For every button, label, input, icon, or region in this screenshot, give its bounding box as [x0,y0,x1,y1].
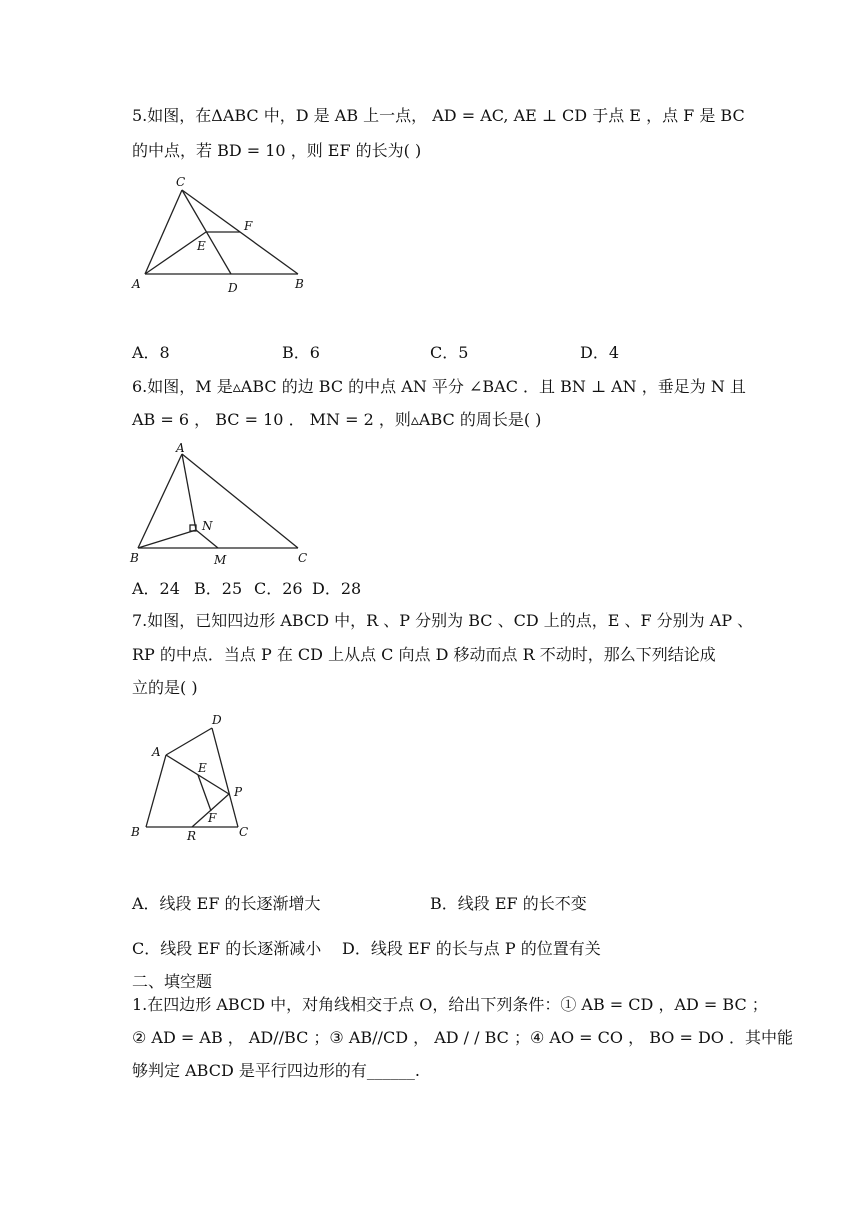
q5-label-f: F [244,219,253,233]
q7-figure [128,708,268,848]
q5-label-a: A [132,277,141,291]
q5-option-c[interactable]: C．5 [430,343,469,362]
q5-label-e: E [197,239,206,253]
q5-option-d[interactable]: D．4 [580,343,620,362]
q5-label-c: C [176,175,186,189]
fill-q1-line1: 1.在四边形 ABCD 中，对角线相交于点 O，给出下列条件：① AB = CD ，AD = BC ； [132,995,768,1014]
q7-label-e: E [198,761,207,775]
q7-label-f: F [208,811,217,825]
q7-label-d: D [212,713,222,727]
q6-label-m: M [214,553,227,567]
q6-option-c[interactable]: C．26 [254,579,303,598]
q7-label-r: R [187,829,197,843]
q7-stem-line3: 立的是( ) [132,678,198,697]
q6-stem-line2: AB = 6 ， BC = 10 ． MN = 2 ，则▵ABC 的周长是( ) [132,410,542,429]
q6-option-d[interactable]: D．28 [312,579,362,598]
q6-label-a: A [176,441,185,455]
q5-label-d: D [228,281,238,295]
q7-label-a: A [152,745,161,759]
q6-label-c: C [298,551,308,565]
q7-option-a[interactable]: A．线段 EF 的长逐渐增大 [132,894,321,913]
q6-figure [128,438,328,573]
q7-stem-line1: 7.如图，已知四边形 ABCD 中，R 、P 分别为 BC 、CD 上的点，E 、F 分别为 AP 、 [132,611,754,630]
fill-q1-line2: ② AD = AB ， AD//BC ；③ AB//CD ， AD / / BC ；④ AO = CO ， BO = DO ．其中能 [132,1028,793,1047]
q5-label-b: B [295,277,304,291]
q5-stem-line2: 的中点，若 BD = 10 ，则 EF 的长为( ) [132,141,422,160]
q7-label-c: C [239,825,249,839]
q7-option-b[interactable]: B．线段 EF 的长不变 [430,894,587,913]
section-heading: 二、填空题 [132,972,213,991]
q7-stem-line2: RP 的中点．当点 P 在 CD 上从点 C 向点 D 移动而点 R 不动时，那么下列结论成 [132,645,716,664]
q7-label-b: B [131,825,140,839]
q7-option-c[interactable]: C．线段 EF 的长逐渐减小 [132,939,322,958]
q6-option-a[interactable]: A．24 [132,579,180,598]
q7-option-d[interactable]: D．线段 EF 的长与点 P 的位置有关 [342,939,601,958]
q6-label-n: N [202,519,213,533]
q5-option-a[interactable]: A．8 [132,343,170,362]
fill-q1-line3: 够判定 ABCD 是平行四边形的有______. [132,1061,420,1080]
q6-option-b[interactable]: B．25 [194,579,243,598]
q6-stem-line1: 6.如图，M 是▵ABC 的边 BC 的中点 AN 平分 ∠BAC ．且 BN ⊥ AN ，垂足为 N 且 [132,377,746,396]
q6-label-b: B [130,551,139,565]
q7-label-p: P [234,785,243,799]
q5-stem-line1: 5.如图，在ΔABC 中，D 是 AB 上一点， AD = AC, AE ⊥ CD 于点 E ，点 F 是 BC [132,106,745,125]
q5-option-b[interactable]: B．6 [282,343,320,362]
q5-figure [130,170,320,300]
